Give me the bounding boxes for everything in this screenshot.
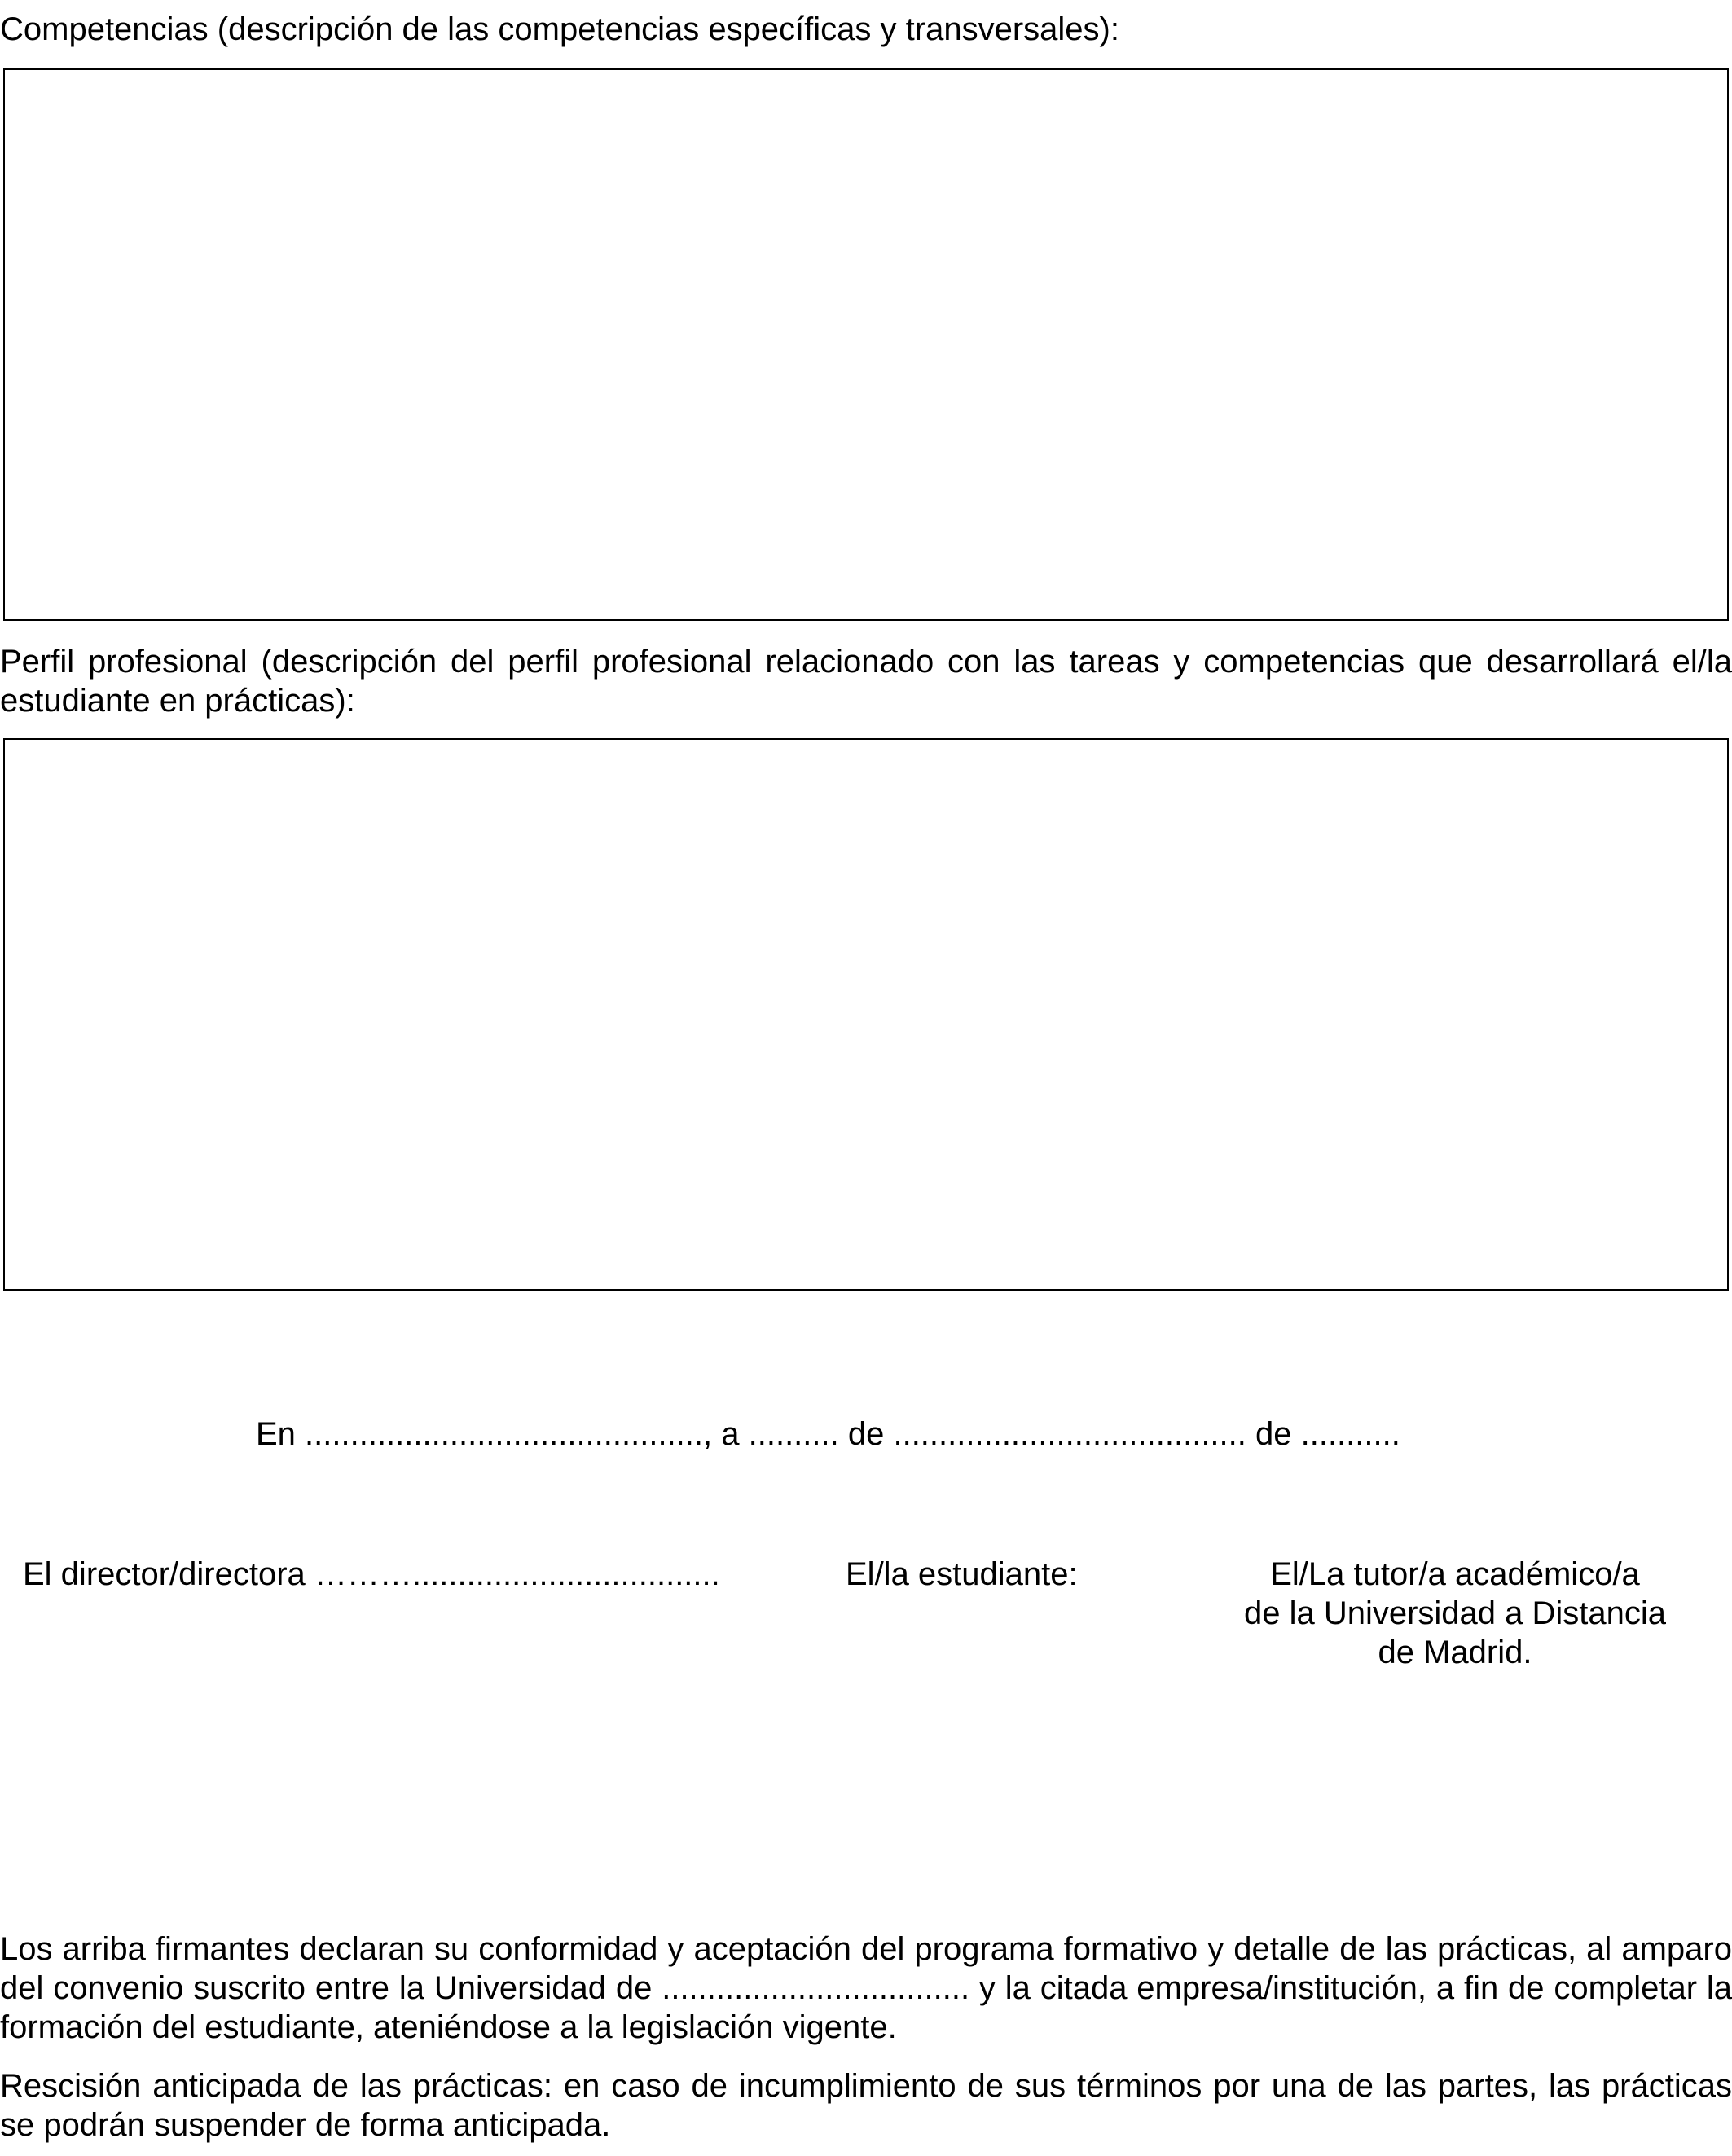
perfil-profesional-label: Perfil profesional (descripción del perfil profesional relacionado con las tareas y competencias que desarrollará el/la estudiante en prácticas):	[0, 644, 1732, 719]
rescission-paragraph: Rescisión anticipada de las prácticas: en caso de incumplimiento de sus términos por una de las partes, las prácticas se podrán suspender de forma anticipada.	[0, 2068, 1732, 2143]
tutor-signature-line-3: de Madrid.	[1378, 1635, 1532, 1670]
perfil-profesional-field[interactable]	[3, 738, 1729, 1291]
student-signature-label: El/la estudiante:	[846, 1556, 1078, 1592]
declaration-paragraph: Los arriba firmantes declaran su conformidad y aceptación del programa formativo y detalle de las prácticas, al amparo del convenio suscrito entre la Universidad de .................................. y la citada empresa/institución, a fin de completar la formación del estudiante, ateniéndose a la legislación vigente.	[0, 1931, 1732, 2045]
competencias-field[interactable]	[3, 68, 1729, 621]
place-date-line: En ............................................, a .......... de ....................................... de ...........	[256, 1416, 1400, 1452]
director-signature-label: El director/directora ………..................................	[23, 1556, 720, 1592]
tutor-signature-label	[1211, 1555, 1699, 1672]
competencias-label: Competencias (descripción de las competencias específicas y transversales):	[0, 11, 1119, 47]
tutor-signature-line-2: de la Universidad a Distancia	[1243, 1595, 1667, 1631]
tutor-signature-line-1: El/La tutor/a académico/a	[1270, 1556, 1640, 1592]
